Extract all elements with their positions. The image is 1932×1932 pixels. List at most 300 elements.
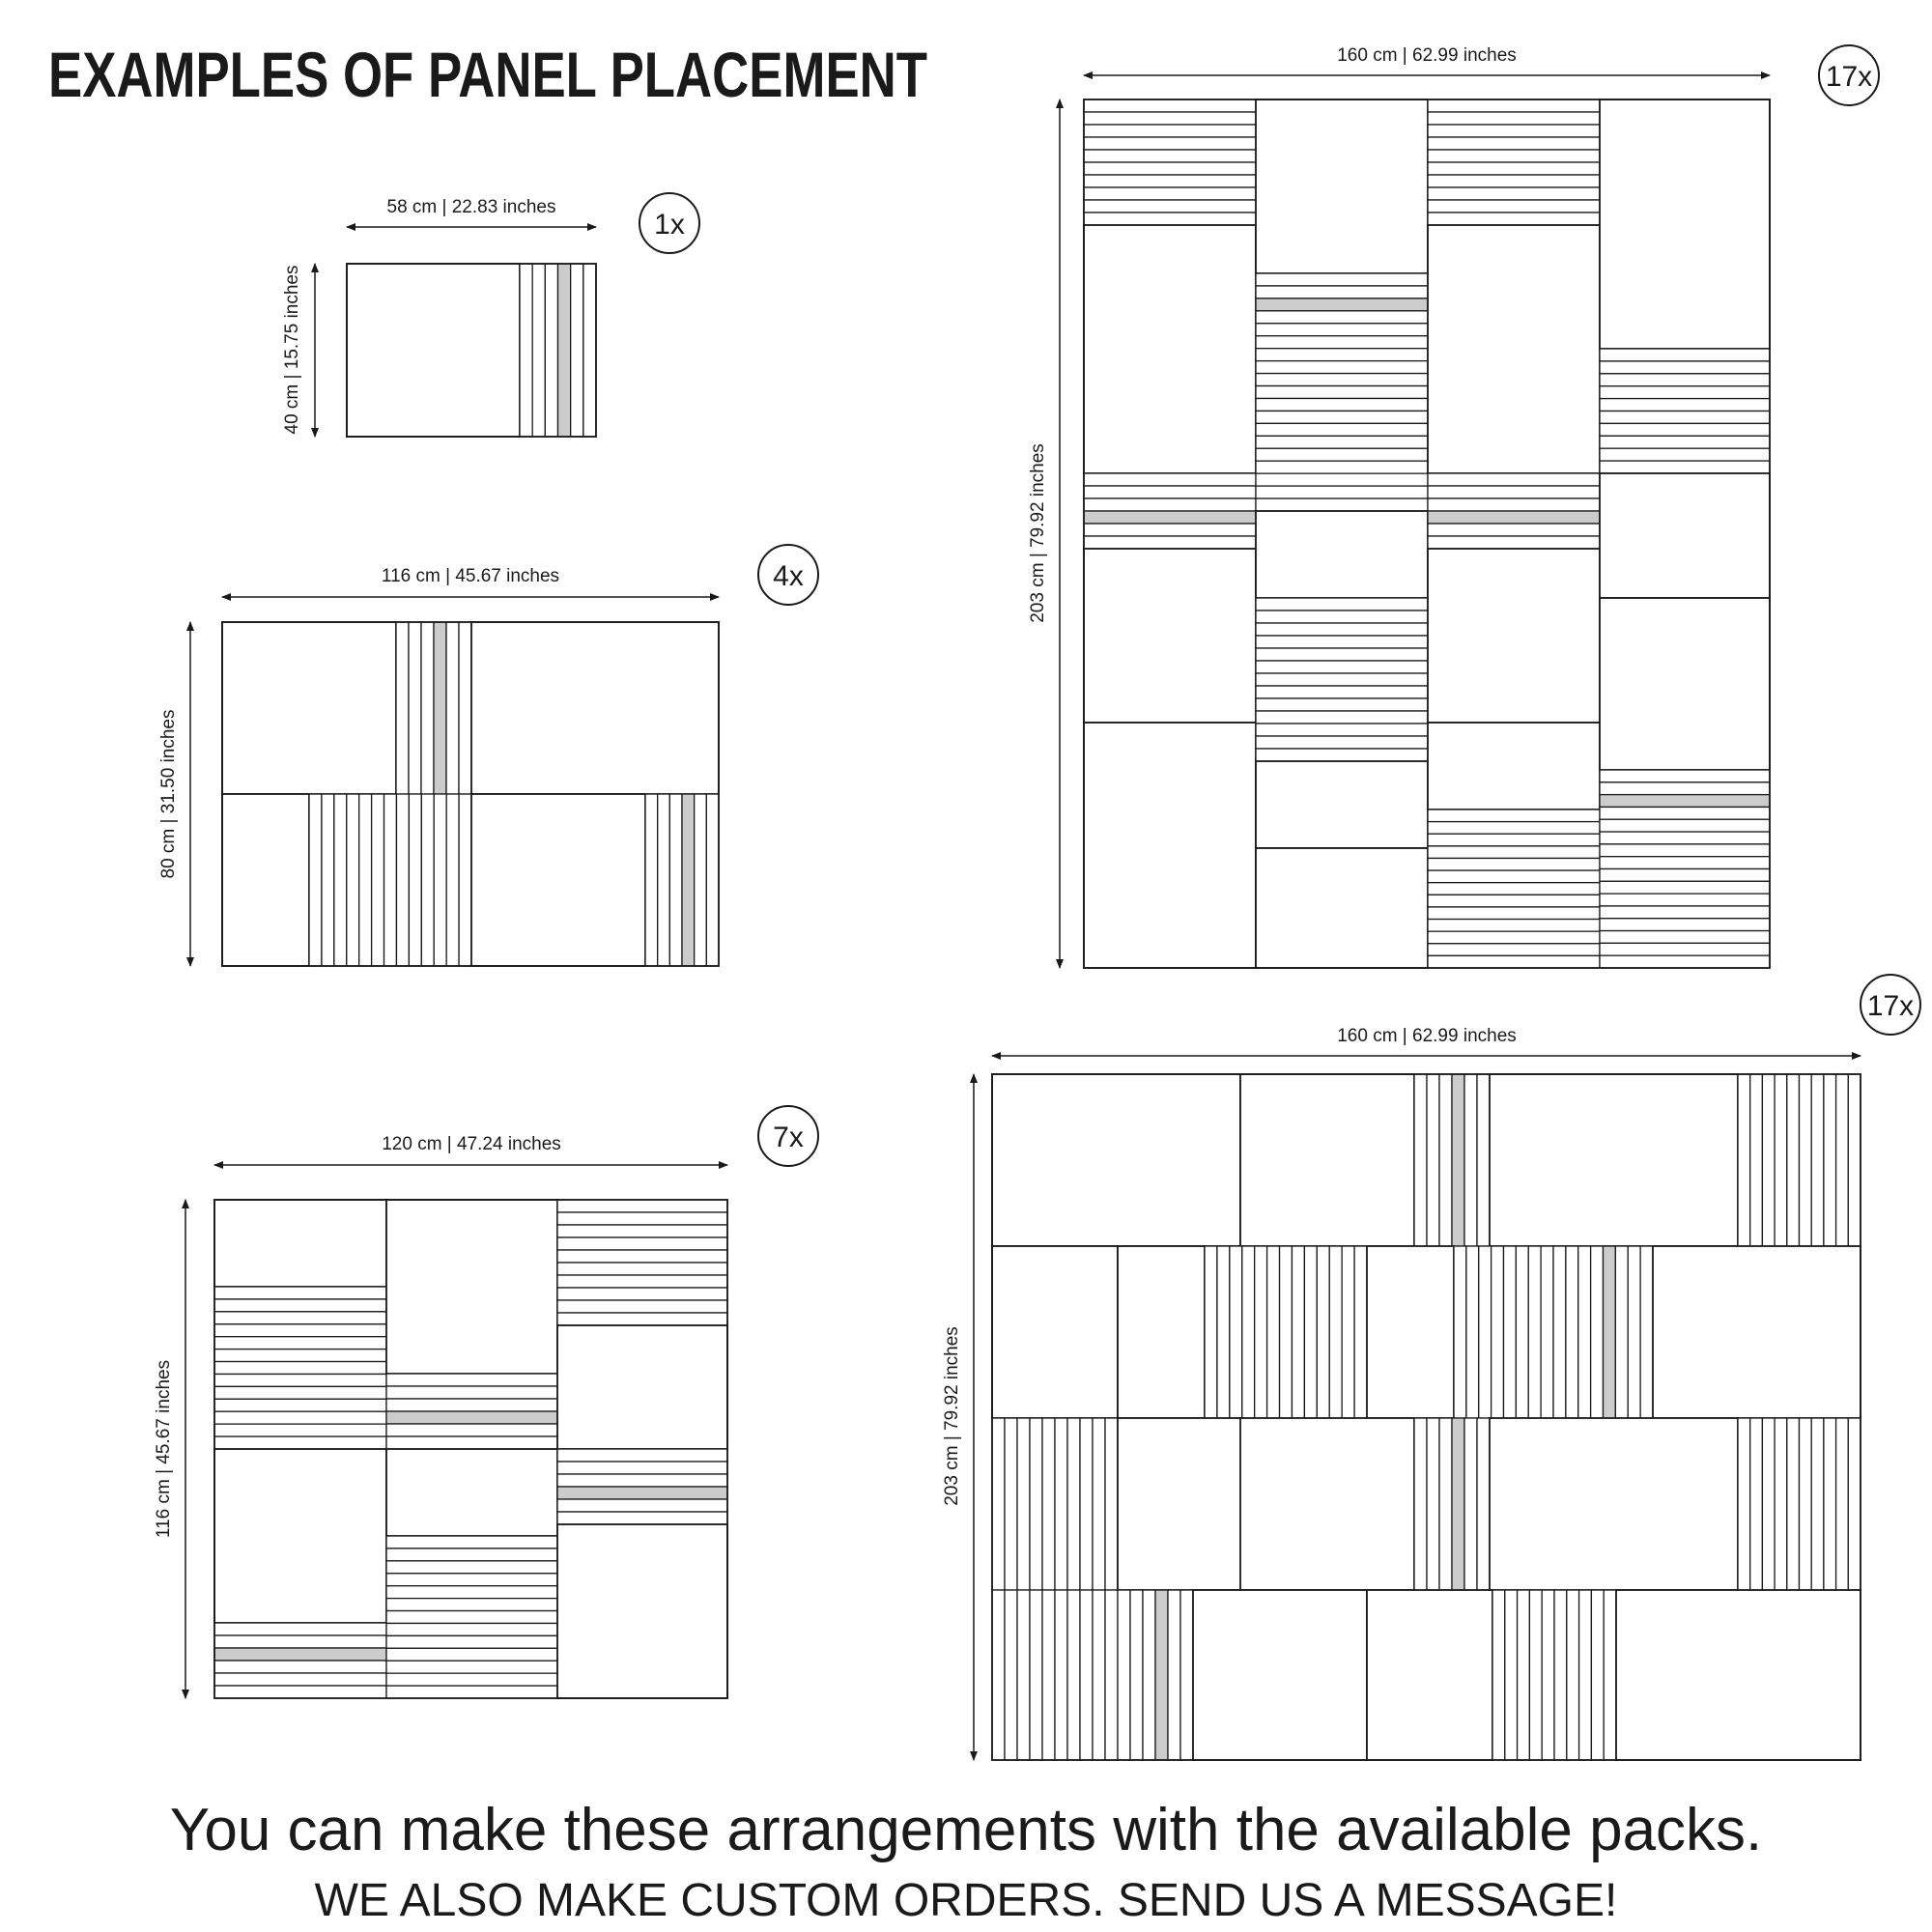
slat xyxy=(1084,162,1256,175)
slat xyxy=(1428,162,1600,175)
slatted-panel xyxy=(1084,99,1256,225)
pack-7x-badge: 7x xyxy=(773,1122,804,1153)
plain-panel xyxy=(386,1449,557,1536)
slat xyxy=(214,1374,386,1386)
slat xyxy=(214,1287,386,1299)
slat xyxy=(557,1499,727,1512)
slat xyxy=(1811,1418,1824,1590)
plain-panel xyxy=(222,622,396,794)
plain-panel xyxy=(1600,99,1770,349)
slat xyxy=(1529,1590,1542,1760)
slat xyxy=(557,1275,727,1288)
slatted-panel xyxy=(1256,273,1428,511)
slat xyxy=(1084,536,1256,549)
slat xyxy=(1084,498,1256,511)
pack-4x-width-label: 116 cm | 45.67 inches xyxy=(381,566,560,586)
slat xyxy=(334,794,347,966)
slat xyxy=(1256,273,1428,286)
slat xyxy=(1427,1074,1439,1246)
accent-slat xyxy=(434,622,446,794)
slat xyxy=(557,1212,727,1225)
slat xyxy=(1454,1246,1466,1418)
slat xyxy=(1256,286,1428,298)
slat xyxy=(520,264,532,437)
slat xyxy=(409,622,421,794)
plain-panel xyxy=(1084,225,1256,473)
slat xyxy=(214,1436,386,1449)
plain-panel xyxy=(1240,1074,1414,1246)
slat xyxy=(409,794,421,966)
slatted-panel xyxy=(396,622,471,794)
slat xyxy=(1479,1246,1492,1418)
slat xyxy=(1428,834,1600,846)
slat xyxy=(214,1299,386,1312)
slat xyxy=(1084,112,1256,125)
slatted-panel xyxy=(1600,770,1770,968)
slatted-panel xyxy=(1738,1418,1861,1590)
slat xyxy=(309,794,322,966)
slat xyxy=(1256,724,1428,736)
slat xyxy=(1342,1246,1354,1418)
accent-slat xyxy=(1155,1590,1168,1760)
slatted-panel xyxy=(557,1200,727,1325)
slatted-panel xyxy=(1118,1590,1193,1760)
accent-slat xyxy=(1084,511,1256,524)
slat xyxy=(1093,1590,1105,1760)
accent-slat xyxy=(214,1648,386,1661)
slat xyxy=(1084,473,1256,486)
slat xyxy=(1180,1590,1193,1760)
slat xyxy=(1600,931,1770,944)
slatted-panel xyxy=(1600,349,1770,473)
plain-panel xyxy=(471,794,645,966)
slat xyxy=(1428,125,1600,137)
slatted-panel xyxy=(992,1418,1118,1590)
slat xyxy=(1428,955,1600,968)
slat xyxy=(214,1661,386,1673)
footer-custom-orders-note: WE ALSO MAKE CUSTOM ORDERS. SEND US A MESSAGE! xyxy=(314,1875,1618,1926)
slat xyxy=(214,1312,386,1324)
slat xyxy=(1042,1590,1055,1760)
slat xyxy=(1428,213,1600,225)
slat xyxy=(1428,883,1600,895)
slat xyxy=(557,1200,727,1212)
accent-slat xyxy=(386,1411,557,1424)
slatted-panel xyxy=(1205,1246,1367,1418)
slatted-panel xyxy=(386,1536,557,1698)
slat xyxy=(1005,1590,1017,1760)
slat xyxy=(1541,1246,1553,1418)
slat xyxy=(1256,423,1428,436)
slat xyxy=(1567,1590,1579,1760)
slatted-panel xyxy=(645,794,719,966)
pack-17x-b-diagram xyxy=(942,975,1920,1760)
slat xyxy=(1762,1418,1775,1590)
slat xyxy=(214,1399,386,1411)
slat xyxy=(1017,1590,1030,1760)
plain-panel xyxy=(557,1524,727,1698)
slat xyxy=(557,1263,727,1275)
slat xyxy=(1836,1074,1849,1246)
slat xyxy=(1516,1246,1528,1418)
slat xyxy=(386,1611,557,1624)
slat xyxy=(1428,810,1600,822)
slat xyxy=(1600,412,1770,424)
slat xyxy=(557,1462,727,1474)
slat xyxy=(1604,1590,1616,1760)
slat xyxy=(1578,1246,1591,1418)
slat xyxy=(1492,1590,1505,1760)
slat xyxy=(1030,1590,1042,1760)
slat xyxy=(1428,187,1600,200)
slatted-panel xyxy=(309,794,471,966)
slat xyxy=(1414,1418,1427,1590)
slat xyxy=(1256,324,1428,336)
slat xyxy=(557,1449,727,1462)
slat xyxy=(1428,524,1600,536)
plain-panel xyxy=(1240,1418,1414,1590)
slat xyxy=(1600,374,1770,386)
slatted-panel xyxy=(1428,810,1600,968)
plain-panel xyxy=(1600,598,1770,770)
slat xyxy=(669,794,682,966)
slat xyxy=(557,1237,727,1250)
slat xyxy=(386,1599,557,1611)
slat xyxy=(1504,1246,1517,1418)
slat xyxy=(1084,524,1256,536)
slat xyxy=(1130,1590,1143,1760)
slat xyxy=(1256,411,1428,423)
pack-17x-b-panels xyxy=(992,1074,1861,1760)
slat xyxy=(1477,1074,1490,1246)
slat xyxy=(1256,336,1428,349)
slat xyxy=(1256,311,1428,324)
slat xyxy=(1055,1590,1067,1760)
slat xyxy=(1591,1590,1604,1760)
plain-panel xyxy=(1367,1246,1454,1418)
slat xyxy=(1787,1418,1800,1590)
slat xyxy=(421,622,434,794)
plain-panel xyxy=(1616,1590,1861,1760)
plain-panel xyxy=(1256,761,1428,848)
slat xyxy=(1428,846,1600,859)
slatted-panel xyxy=(1084,473,1256,549)
pack-1x-width-label: 58 cm | 22.83 inches xyxy=(386,197,556,217)
slat xyxy=(1230,1246,1242,1418)
slat xyxy=(1017,1418,1030,1590)
slat xyxy=(1428,498,1600,511)
slat xyxy=(1600,955,1770,968)
accent-slat xyxy=(682,794,695,966)
slat xyxy=(1428,822,1600,835)
pack-17x-b-width-label: 160 cm | 62.99 inches xyxy=(1337,1026,1517,1046)
slat xyxy=(1280,1246,1293,1418)
slatted-panel xyxy=(1428,99,1600,225)
slat xyxy=(583,264,596,437)
slat xyxy=(1600,881,1770,894)
plain-panel xyxy=(471,622,719,794)
slat xyxy=(1256,498,1428,511)
slat xyxy=(386,1548,557,1561)
slat xyxy=(386,1574,557,1586)
accent-slat xyxy=(557,1487,727,1499)
plain-panel xyxy=(992,1074,1240,1246)
slat xyxy=(1600,448,1770,461)
slat xyxy=(1600,361,1770,374)
slat xyxy=(396,622,409,794)
slat xyxy=(1080,1590,1093,1760)
slat xyxy=(1505,1590,1518,1760)
slat xyxy=(386,1424,557,1436)
slat xyxy=(1600,399,1770,412)
slat xyxy=(1256,436,1428,448)
slat xyxy=(396,794,409,966)
slat xyxy=(1800,1418,1812,1590)
slat xyxy=(1518,1590,1530,1760)
pack-7x-diagram xyxy=(154,1106,818,1698)
slat xyxy=(1067,1418,1080,1590)
slat xyxy=(214,1686,386,1698)
slat xyxy=(1217,1246,1230,1418)
slat xyxy=(1084,125,1256,137)
slat xyxy=(1775,1418,1787,1590)
slat xyxy=(1762,1074,1775,1246)
slatted-panel xyxy=(1428,473,1600,549)
slat xyxy=(386,1673,557,1686)
slat xyxy=(1811,1074,1824,1246)
plain-panel xyxy=(1600,473,1770,598)
slat xyxy=(1067,1590,1080,1760)
slat xyxy=(386,1623,557,1635)
slat xyxy=(1464,1418,1477,1590)
pack-4x-panels xyxy=(222,622,719,966)
slat xyxy=(1084,187,1256,200)
slat xyxy=(214,1411,386,1424)
pack-17x-a-height-label: 203 cm | 79.92 inches xyxy=(1028,443,1048,623)
slat xyxy=(1600,869,1770,882)
slat xyxy=(1005,1418,1017,1590)
slat xyxy=(1080,1418,1093,1590)
slat xyxy=(571,264,583,437)
slat xyxy=(1428,150,1600,162)
accent-slat xyxy=(1600,795,1770,808)
slat xyxy=(1256,636,1428,648)
accent-slat xyxy=(1428,511,1600,524)
accent-slat xyxy=(558,264,571,437)
slat xyxy=(1428,895,1600,907)
slat xyxy=(1256,461,1428,473)
slat xyxy=(1566,1246,1578,1418)
slat xyxy=(557,1288,727,1300)
slat xyxy=(1787,1074,1800,1246)
slat xyxy=(1256,473,1428,486)
slat xyxy=(1242,1246,1255,1418)
slat xyxy=(1105,1418,1118,1590)
slatted-panel xyxy=(214,1623,386,1698)
slat xyxy=(214,1623,386,1635)
plain-panel xyxy=(214,1449,386,1623)
pack-17x-a-width-label: 160 cm | 62.99 inches xyxy=(1337,45,1517,66)
slat xyxy=(1600,423,1770,436)
pack-1x-badge: 1x xyxy=(654,209,685,241)
slat xyxy=(1600,349,1770,361)
slat xyxy=(557,1474,727,1487)
slat xyxy=(1030,1418,1042,1590)
slat xyxy=(1256,486,1428,498)
slat xyxy=(1554,1590,1567,1760)
slat xyxy=(1738,1074,1750,1246)
slat xyxy=(1428,944,1600,956)
slat xyxy=(645,794,658,966)
slatted-panel xyxy=(214,1287,386,1449)
slat xyxy=(1143,1590,1155,1760)
slat xyxy=(1329,1246,1342,1418)
slat xyxy=(1750,1418,1763,1590)
slat xyxy=(359,794,372,966)
slat xyxy=(1600,386,1770,399)
slat xyxy=(386,1561,557,1574)
slat xyxy=(1428,99,1600,112)
slat xyxy=(434,794,446,966)
slat xyxy=(1256,398,1428,411)
slat xyxy=(1256,598,1428,611)
slat xyxy=(1600,770,1770,782)
pack-1x-height-label: 40 cm | 15.75 inches xyxy=(282,265,302,435)
slat xyxy=(1466,1246,1479,1418)
slat xyxy=(557,1225,727,1237)
slat xyxy=(1256,749,1428,761)
slat xyxy=(557,1250,727,1263)
pack-1x-panels xyxy=(347,264,596,437)
slatted-panel xyxy=(520,264,596,437)
plain-panel xyxy=(1193,1590,1367,1760)
slat xyxy=(386,1661,557,1673)
slat xyxy=(1542,1590,1554,1760)
slat xyxy=(1824,1418,1836,1590)
slat xyxy=(1428,858,1600,870)
slat xyxy=(1428,112,1600,125)
plain-panel xyxy=(1118,1418,1243,1590)
pack-1x-diagram xyxy=(282,193,699,437)
pack-4x-diagram xyxy=(158,545,818,966)
slat xyxy=(446,622,459,794)
slat xyxy=(347,794,359,966)
plain-panel xyxy=(1256,848,1428,968)
slat xyxy=(1528,1246,1541,1418)
slat xyxy=(1428,931,1600,944)
slat xyxy=(386,1586,557,1599)
slat xyxy=(1256,673,1428,686)
slat xyxy=(1579,1590,1592,1760)
slat xyxy=(214,1324,386,1337)
slatted-panel xyxy=(1256,598,1428,761)
plain-panel xyxy=(347,264,520,437)
slat xyxy=(386,1436,557,1449)
slatted-panel xyxy=(1414,1074,1490,1246)
slat xyxy=(557,1512,727,1524)
slat xyxy=(1600,782,1770,795)
slat xyxy=(446,794,459,966)
slat xyxy=(386,1374,557,1386)
accent-slat xyxy=(1256,298,1428,311)
slat xyxy=(1205,1246,1217,1418)
slat xyxy=(1477,1418,1490,1590)
slat xyxy=(1256,648,1428,661)
slat xyxy=(1105,1590,1118,1760)
plain-panel xyxy=(1367,1590,1492,1760)
slat xyxy=(1428,907,1600,920)
slat xyxy=(384,794,397,966)
pack-17x-b-height-label: 203 cm | 79.92 inches xyxy=(942,1326,962,1506)
slat xyxy=(1640,1246,1653,1418)
slat xyxy=(695,794,707,966)
slat xyxy=(1615,1246,1628,1418)
slat xyxy=(1168,1590,1180,1760)
slat xyxy=(1256,686,1428,698)
slat xyxy=(214,1673,386,1686)
slat xyxy=(1428,486,1600,498)
slat xyxy=(386,1399,557,1411)
slat xyxy=(1428,870,1600,883)
slatted-panel xyxy=(1414,1418,1490,1590)
slat xyxy=(1292,1246,1304,1418)
slat xyxy=(1600,436,1770,448)
slat xyxy=(1428,175,1600,187)
slat xyxy=(1084,213,1256,225)
slat xyxy=(1042,1418,1055,1590)
slat xyxy=(1093,1418,1105,1590)
slat xyxy=(557,1300,727,1313)
slat xyxy=(1600,943,1770,955)
slat xyxy=(557,1313,727,1325)
pack-17x-b-badge: 17x xyxy=(1866,990,1915,1022)
slatted-panel xyxy=(1454,1246,1653,1418)
slat xyxy=(1118,1590,1130,1760)
slatted-panel xyxy=(1492,1590,1616,1760)
page-title: EXAMPLES OF PANEL PLACEMENT xyxy=(48,39,927,110)
slat xyxy=(214,1635,386,1648)
slat xyxy=(532,264,545,437)
slat xyxy=(1600,807,1770,819)
plain-panel xyxy=(1118,1246,1205,1418)
plain-panel xyxy=(386,1200,557,1374)
slat xyxy=(1428,920,1600,932)
slat xyxy=(1256,661,1428,673)
pack-7x-panels xyxy=(214,1200,727,1698)
slat xyxy=(1256,448,1428,461)
slat xyxy=(1428,473,1600,486)
slat xyxy=(1256,711,1428,724)
slat xyxy=(1800,1074,1812,1246)
slat xyxy=(992,1590,1005,1760)
slat xyxy=(1824,1074,1836,1246)
slat xyxy=(1439,1418,1452,1590)
plain-panel xyxy=(557,1325,727,1449)
slat xyxy=(1428,536,1600,549)
slat xyxy=(1600,894,1770,906)
slat xyxy=(386,1635,557,1648)
plain-panel xyxy=(214,1200,386,1287)
slat xyxy=(1317,1246,1329,1418)
slat xyxy=(1428,200,1600,213)
slatted-panel xyxy=(386,1374,557,1449)
plain-panel xyxy=(1653,1246,1861,1418)
pack-7x-height-label: 116 cm | 45.67 inches xyxy=(154,1359,174,1539)
slat xyxy=(1256,611,1428,623)
plain-panel xyxy=(1428,549,1600,723)
slat xyxy=(1084,99,1256,112)
slat xyxy=(421,794,434,966)
